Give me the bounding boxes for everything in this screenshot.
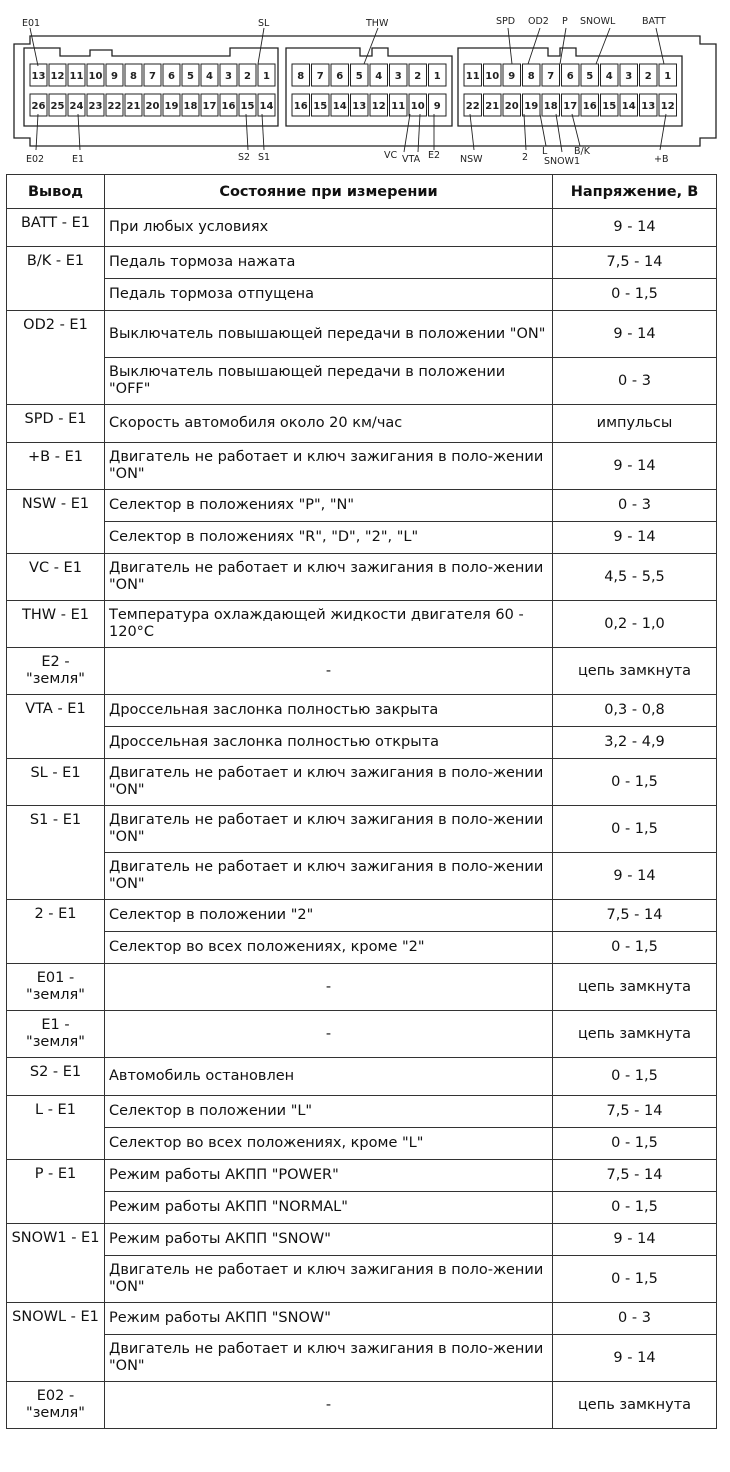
connector-pin-number: 3 <box>625 71 633 82</box>
condition-cell: Селектор во всех положениях, кроме "L" <box>105 1128 553 1160</box>
table-row <box>7 1335 717 1382</box>
connector-pin-number: 16 <box>293 101 308 112</box>
connector-pin-number: 10 <box>485 71 500 82</box>
voltage-cell: 0 - 3 <box>553 490 717 522</box>
condition-cell: Двигатель не работает и ключ зажигания в поло-жении "ON" <box>105 554 553 601</box>
table-row <box>7 405 717 443</box>
connector-pin-number: 15 <box>240 101 255 112</box>
connector-pin-number: 1 <box>664 71 672 82</box>
voltage-cell: 0 - 1,5 <box>553 1256 717 1303</box>
callout-plus-b: +B <box>654 154 669 165</box>
connector-pin-number: 17 <box>563 101 578 112</box>
table-header-row <box>7 175 717 209</box>
connector-pin-number: 4 <box>605 71 613 82</box>
voltage-cell: 0 - 1,5 <box>553 1192 717 1224</box>
connector-pin-number: 23 <box>88 101 103 112</box>
callout-sl: SL <box>258 18 270 29</box>
connector-pin-number: 18 <box>183 101 198 112</box>
callout-e02: E02 <box>26 154 45 165</box>
voltage-cell: 7,5 - 14 <box>553 900 717 932</box>
condition-cell: Педаль тормоза отпущена <box>105 279 553 311</box>
connector-pin-number: 7 <box>547 71 555 82</box>
condition-cell: Двигатель не работает и ключ зажигания в поло-жении "ON" <box>105 1335 553 1382</box>
condition-cell: Режим работы АКПП "SNOW" <box>105 1303 553 1335</box>
table-row <box>7 806 717 853</box>
terminal-cell: SPD - E1 <box>7 405 105 443</box>
connector-pin-number: 21 <box>485 101 500 112</box>
terminal-cell: E2 - "земля" <box>7 648 105 695</box>
connector-pin-number: 14 <box>332 101 347 112</box>
voltage-cell: 0,3 - 0,8 <box>553 695 717 727</box>
voltage-cell: 0 - 1,5 <box>553 932 717 964</box>
table-row <box>7 1192 717 1224</box>
terminal-cell: B/K - E1 <box>7 247 105 311</box>
connector-pin-number: 22 <box>107 101 122 112</box>
table-row <box>7 853 717 900</box>
table-row <box>7 900 717 932</box>
terminal-cell: BATT - E1 <box>7 209 105 247</box>
table-row <box>7 1224 717 1256</box>
voltage-cell: 7,5 - 14 <box>553 247 717 279</box>
terminal-cell: VC - E1 <box>7 554 105 601</box>
terminal-cell: NSW - E1 <box>7 490 105 554</box>
voltage-cell: 4,5 - 5,5 <box>553 554 717 601</box>
terminal-cell: SL - E1 <box>7 759 105 806</box>
table-row <box>7 1160 717 1192</box>
voltage-cell: 3,2 - 4,9 <box>553 727 717 759</box>
callout-e2: E2 <box>428 150 441 161</box>
connector-pin-number: 15 <box>313 101 328 112</box>
voltage-cell: цепь замкнута <box>553 648 717 695</box>
voltage-cell: 0 - 1,5 <box>553 279 717 311</box>
voltage-cell: 0 - 1,5 <box>553 1058 717 1096</box>
table-row <box>7 1128 717 1160</box>
connector-pin-number: 5 <box>355 71 363 82</box>
voltage-cell: 0 - 3 <box>553 358 717 405</box>
callout-thw: THW <box>366 18 389 29</box>
table-row <box>7 648 717 695</box>
connector-pin-number: 2 <box>644 71 652 82</box>
connector-pin-number: 18 <box>543 101 558 112</box>
callout-l: L <box>542 146 548 157</box>
table-row <box>7 247 717 279</box>
condition-cell: Двигатель не работает и ключ зажигания в поло-жении "ON" <box>105 759 553 806</box>
connector-pin-number: 4 <box>375 71 383 82</box>
connector-pin-number: 7 <box>149 71 156 82</box>
terminal-cell: THW - E1 <box>7 601 105 648</box>
terminal-cell: +B - E1 <box>7 443 105 490</box>
table-row <box>7 358 717 405</box>
terminal-cell: P - E1 <box>7 1160 105 1224</box>
voltage-cell: 9 - 14 <box>553 522 717 554</box>
condition-cell: Режим работы АКПП "POWER" <box>105 1160 553 1192</box>
condition-cell: Педаль тормоза нажата <box>105 247 553 279</box>
callout-e01: E01 <box>22 18 41 29</box>
connector-pin-number: 12 <box>50 71 65 82</box>
condition-cell: - <box>105 1382 553 1429</box>
terminal-cell: OD2 - E1 <box>7 311 105 405</box>
connector-pin-number: 5 <box>586 71 594 82</box>
voltage-cell: 9 - 14 <box>553 853 717 900</box>
callout-s2: S2 <box>238 152 251 163</box>
terminal-cell: E02 - "земля" <box>7 1382 105 1429</box>
table-row <box>7 554 717 601</box>
connector-pin-number: 9 <box>433 101 441 112</box>
condition-cell: Двигатель не работает и ключ зажигания в поло-жении "ON" <box>105 1256 553 1303</box>
condition-cell: Выключатель повышающей передачи в положении "OFF" <box>105 358 553 405</box>
terminal-cell: SNOWL - E1 <box>7 1303 105 1382</box>
callout-vc: VC <box>384 150 398 161</box>
voltage-cell: 9 - 14 <box>553 1335 717 1382</box>
condition-cell: Скорость автомобиля около 20 км/час <box>105 405 553 443</box>
condition-cell: Селектор в положении "L" <box>105 1096 553 1128</box>
voltage-cell: импульсы <box>553 405 717 443</box>
connector-pin-number: 10 <box>410 101 425 112</box>
table-row <box>7 443 717 490</box>
terminal-cell: VTA - E1 <box>7 695 105 759</box>
connector-pin-number: 14 <box>259 101 274 112</box>
connector-pin-number: 22 <box>465 101 480 112</box>
connector-pin-number: 20 <box>145 101 160 112</box>
condition-cell: - <box>105 1011 553 1058</box>
condition-cell: При любых условиях <box>105 209 553 247</box>
callout-vta: VTA <box>402 154 421 165</box>
voltage-cell: 7,5 - 14 <box>553 1160 717 1192</box>
voltage-cell: цепь замкнута <box>553 1011 717 1058</box>
connector-pin-number: 6 <box>336 71 344 82</box>
connector-pin-number: 19 <box>524 101 539 112</box>
callout-p: P <box>562 16 568 27</box>
connector-pin-number: 6 <box>566 71 574 82</box>
callout-batt: BATT <box>642 16 666 27</box>
connector-pin-number: 8 <box>527 71 535 82</box>
connector-pin-number: 10 <box>88 71 103 82</box>
connector-pin-number: 25 <box>50 101 65 112</box>
condition-cell: Селектор в положении "2" <box>105 900 553 932</box>
table-row <box>7 522 717 554</box>
table-row <box>7 1058 717 1096</box>
voltage-cell: 0 - 1,5 <box>553 759 717 806</box>
voltage-cell: 9 - 14 <box>553 209 717 247</box>
column-header-voltage: Напряжение, В <box>553 175 717 209</box>
terminal-cell: SNOW1 - E1 <box>7 1224 105 1303</box>
voltage-cell: 0 - 1,5 <box>553 806 717 853</box>
table-row <box>7 311 717 358</box>
callout-bk: B/K <box>574 146 590 157</box>
connector-pin-number: 8 <box>130 71 137 82</box>
condition-cell: Двигатель не работает и ключ зажигания в поло-жении "ON" <box>105 443 553 490</box>
terminal-cell: 2 - E1 <box>7 900 105 964</box>
condition-cell: Режим работы АКПП "SNOW" <box>105 1224 553 1256</box>
connector-pin-number: 8 <box>297 71 305 82</box>
table-row <box>7 695 717 727</box>
voltage-cell: 0 - 3 <box>553 1303 717 1335</box>
condition-cell: Режим работы АКПП "NORMAL" <box>105 1192 553 1224</box>
callout-spd: SPD <box>496 16 516 27</box>
connector-pin-number: 3 <box>225 71 232 82</box>
connector-pin-number: 9 <box>111 71 118 82</box>
connector-pin-number: 9 <box>508 71 516 82</box>
voltage-spec-table <box>6 174 717 1429</box>
connector-pin-number: 2 <box>414 71 422 82</box>
connector-pin-number: 24 <box>69 101 84 112</box>
condition-cell: - <box>105 964 553 1011</box>
condition-cell: - <box>105 648 553 695</box>
table-row <box>7 1011 717 1058</box>
table-row <box>7 279 717 311</box>
table-row <box>7 932 717 964</box>
callout-s1: S1 <box>258 152 271 163</box>
condition-cell: Двигатель не работает и ключ зажигания в поло-жении "ON" <box>105 806 553 853</box>
table-row <box>7 964 717 1011</box>
table-row <box>7 727 717 759</box>
connector-pin-number: 16 <box>582 101 597 112</box>
table-row <box>7 1303 717 1335</box>
condition-cell: Селектор в положениях "P", "N" <box>105 490 553 522</box>
voltage-cell: 0 - 1,5 <box>553 1128 717 1160</box>
connector-pin-number: 2 <box>244 71 251 82</box>
table-row <box>7 601 717 648</box>
voltage-cell: цепь замкнута <box>553 1382 717 1429</box>
connector-pin-number: 1 <box>263 71 270 82</box>
voltage-cell: 0,2 - 1,0 <box>553 601 717 648</box>
terminal-cell: L - E1 <box>7 1096 105 1160</box>
connector-pin-number: 20 <box>504 101 519 112</box>
table-row <box>7 1256 717 1303</box>
condition-cell: Селектор во всех положениях, кроме "2" <box>105 932 553 964</box>
callout-nsw: NSW <box>460 154 483 165</box>
voltage-cell: 7,5 - 14 <box>553 1096 717 1128</box>
callout-e1: E1 <box>72 154 85 165</box>
condition-cell: Двигатель не работает и ключ зажигания в поло-жении "ON" <box>105 853 553 900</box>
callout-snow1: SNOW1 <box>544 156 581 167</box>
connector-pin-number: 16 <box>221 101 236 112</box>
table-row <box>7 1096 717 1128</box>
table-row <box>7 209 717 247</box>
callout-pin-2: 2 <box>522 152 529 163</box>
table-row <box>7 490 717 522</box>
connector-pin-number: 6 <box>168 71 175 82</box>
column-header-condition: Состояние при измерении <box>105 175 553 209</box>
condition-cell: Температура охлаждающей жидкости двигателя 60 - 120°C <box>105 601 553 648</box>
condition-cell: Автомобиль остановлен <box>105 1058 553 1096</box>
connector-pin-number: 11 <box>391 101 406 112</box>
connector-pin-number: 11 <box>69 71 84 82</box>
connector-pin-number: 1 <box>433 71 441 82</box>
terminal-cell: S2 - E1 <box>7 1058 105 1096</box>
table-row <box>7 1382 717 1429</box>
terminal-cell: E1 - "земля" <box>7 1011 105 1058</box>
connector-pin-number: 11 <box>465 71 480 82</box>
connector-pin-number: 3 <box>394 71 402 82</box>
terminal-cell: E01 - "земля" <box>7 964 105 1011</box>
connector-pin-number: 13 <box>641 101 656 112</box>
connector-pin-number: 5 <box>187 71 194 82</box>
connector-pin-number: 19 <box>164 101 179 112</box>
condition-cell: Выключатель повышающей передачи в положении "ON" <box>105 311 553 358</box>
condition-cell: Дроссельная заслонка полностью открыта <box>105 727 553 759</box>
callout-snowl: SNOWL <box>580 16 616 27</box>
voltage-cell: 9 - 14 <box>553 311 717 358</box>
connector-pin-number: 14 <box>621 101 636 112</box>
connector-pin-number: 13 <box>352 101 367 112</box>
voltage-cell: 9 - 14 <box>553 443 717 490</box>
ecu-connector-diagram <box>0 0 730 172</box>
connector-pin-number: 7 <box>316 71 324 82</box>
connector-pin-number: 26 <box>31 101 46 112</box>
voltage-cell: 9 - 14 <box>553 1224 717 1256</box>
connector-pin-number: 4 <box>206 71 213 82</box>
condition-cell: Селектор в положениях "R", "D", "2", "L" <box>105 522 553 554</box>
connector-pin-number: 12 <box>660 101 675 112</box>
connector-pin-number: 13 <box>31 71 46 82</box>
connector-pin-number: 12 <box>371 101 386 112</box>
connector-pin-number: 21 <box>126 101 141 112</box>
connector-pin-number: 15 <box>602 101 617 112</box>
terminal-cell: S1 - E1 <box>7 806 105 900</box>
table-row <box>7 759 717 806</box>
voltage-cell: цепь замкнута <box>553 964 717 1011</box>
condition-cell: Дроссельная заслонка полностью закрыта <box>105 695 553 727</box>
callout-od2: OD2 <box>528 16 549 27</box>
column-header-terminal: Вывод <box>7 175 105 209</box>
connector-pin-number: 17 <box>202 101 217 112</box>
